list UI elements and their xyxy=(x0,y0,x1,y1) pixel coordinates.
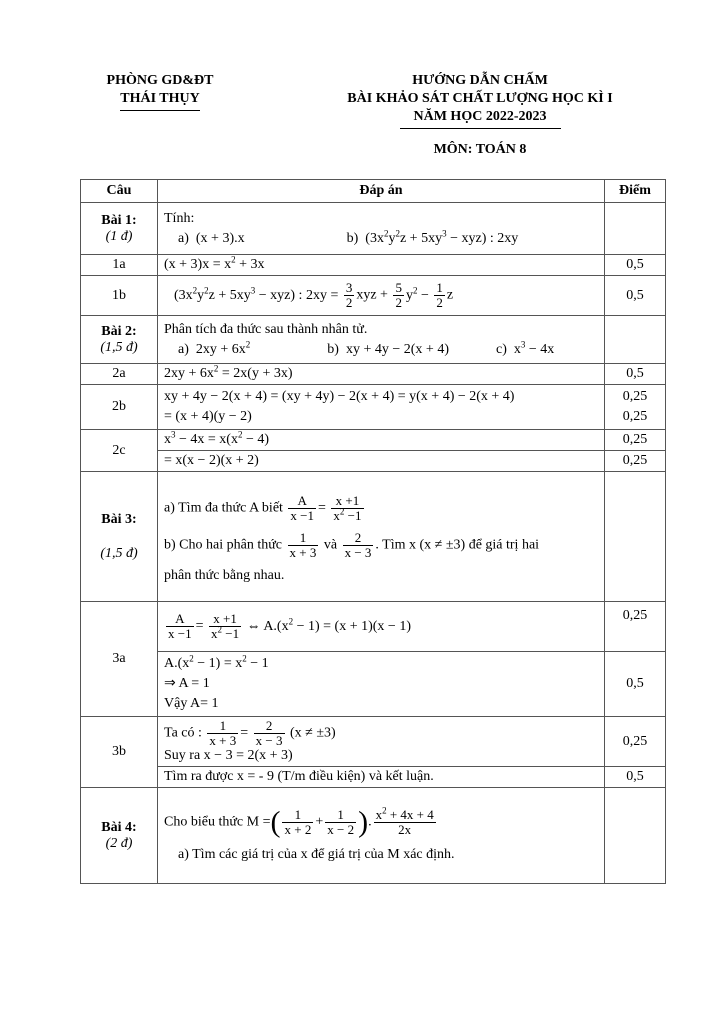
table-row: 2b xy + 4y − 2(x + 4) = (xy + 4y) − 2(x + 4) = y(x + 4) − 2(x + 4) = (x + 4)(y − 2) 0,25 0,25 xyxy=(81,385,666,430)
answer-cell: Cho biểu thức M =( $\frac{1}{x + 2}$ + $\frac{1}{x - 2}$ ). $\frac{x^2 + 4x + 4}{2x}$ a) Tìm các giá trị của x để giá trị của M xác định. xyxy=(158,788,605,884)
answer-cell: a) Tìm đa thức A biết $\frac{A}{x -1}$ = $\frac{x +1}{x^2 -1}$ b) Cho hai phân thức $\frac{1}{x + 3}$ và $\frac{2}{x - 3}$ . Tìm x (x ≠ ±3) để giá trị hai phân thức bằng nhau. xyxy=(158,472,605,602)
question-cell: Bài 1: (1 đ) xyxy=(81,203,158,255)
table-row: 2c $x^3 - 4x = x(x^2 - 4)$ 0,25 xyxy=(81,430,666,451)
answer-cell: $2xy + 6x^2 = 2x(y + 3x)$ xyxy=(158,364,605,385)
exam-title: BÀI KHẢO SÁT CHẤT LƯỢNG HỌC KÌ I xyxy=(347,91,613,106)
answer-cell: $x^3 - 4x = x(x^2 - 4)$ xyxy=(158,430,605,451)
col-header-score: Điểm xyxy=(605,180,666,203)
question-cell: Bài 2: (1,5 đ) xyxy=(81,316,158,364)
school-year: NĂM HỌC 2022-2023 xyxy=(400,108,561,129)
header-right xyxy=(300,72,660,159)
answer-cell: $A.(x^2 - 1) = x^2 - 1$ ⇒ A = 1 Vậy A= 1 xyxy=(158,652,605,717)
answer-cell: $(3x^2y^2z + 5xy^3 - xyz)$ : 2xy = $\frac{3}{2}$ xyz + $\frac{5}{2}$ $y^2$ − $\frac{1}{2}$ z xyxy=(158,276,605,316)
doc-title: HƯỚNG DẪN CHẤM xyxy=(412,73,548,88)
table-row xyxy=(81,788,666,884)
table-row xyxy=(81,203,666,255)
answer-cell: Tìm ra được x = - 9 (T/m điều kiện) và kết luận. xyxy=(158,767,605,788)
answer-cell: Tính: a) (x + 3).x b) $(3x^2y^2z + 5xy^3 - xyz)$ : 2xy xyxy=(158,203,605,255)
question-cell: Bài 3: (1,5 đ) xyxy=(81,472,158,602)
answer-cell: Phân tích đa thức sau thành nhân tử. a) $2xy + 6x^2$ b) xy + 4y − 2(x + 4) c) $x^3 - 4x$ xyxy=(158,316,605,364)
col-header-question: Câu xyxy=(81,180,158,203)
header-left xyxy=(90,72,230,111)
table-header-row xyxy=(81,180,666,203)
table-row: $A.(x^2 - 1) = x^2 - 1$ ⇒ A = 1 Vậy A= 1 0,5 xyxy=(81,652,666,717)
grading-table xyxy=(80,179,666,884)
table-row: 1a $(x + 3)x = x^2 + 3x$ 0,5 xyxy=(81,255,666,276)
table-row: 1b $(3x^2y^2z + 5xy^3 - xyz)$ : 2xy = $\frac{3}{2}$ xyz + $\frac{5}{2}$ $y^2$ − $\frac{1}{2}$ z 0,5 xyxy=(81,276,666,316)
dept-name: PHÒNG GD&ĐT xyxy=(106,73,214,88)
table-row: = x(x − 2)(x + 2) 0,25 xyxy=(81,451,666,472)
answer-cell: = x(x − 2)(x + 2) xyxy=(158,451,605,472)
answer-cell: $(x + 3)x = x^2 + 3x$ xyxy=(158,255,605,276)
answer-cell: xy + 4y − 2(x + 4) = (xy + 4y) − 2(x + 4) = y(x + 4) − 2(x + 4) = (x + 4)(y − 2) xyxy=(158,385,605,430)
table-row: 3a $\frac{A}{x -1}$ = $\frac{x +1}{x^2 -1}$ ⇔ $A.(x^2 - 1) = (x + 1)(x - 1)$ 0,25 xyxy=(81,602,666,652)
table-row: 3b Ta có : $\frac{1}{x + 3}$ = $\frac{2}{x - 3}$ (x ≠ ±3) Suy ra x − 3 = 2(x + 3) 0,25 xyxy=(81,717,666,767)
subject: MÔN: TOÁN 8 xyxy=(433,142,527,157)
table-row: 2a $2xy + 6x^2 = 2x(y + 3x)$ 0,5 xyxy=(81,364,666,385)
table-row xyxy=(81,472,666,602)
answer-cell: Ta có : $\frac{1}{x + 3}$ = $\frac{2}{x - 3}$ (x ≠ ±3) Suy ra x − 3 = 2(x + 3) xyxy=(158,717,605,767)
table-row xyxy=(81,316,666,364)
col-header-answer: Đáp án xyxy=(158,180,605,203)
table-row: Tìm ra được x = - 9 (T/m điều kiện) và kết luận. 0,5 xyxy=(81,767,666,788)
question-cell: Bài 4: (2 đ) xyxy=(81,788,158,884)
district-name: THÁI THỤY xyxy=(120,90,199,111)
answer-cell: $\frac{A}{x -1}$ = $\frac{x +1}{x^2 -1}$ ⇔ $A.(x^2 - 1) = (x + 1)(x - 1)$ xyxy=(158,602,605,652)
